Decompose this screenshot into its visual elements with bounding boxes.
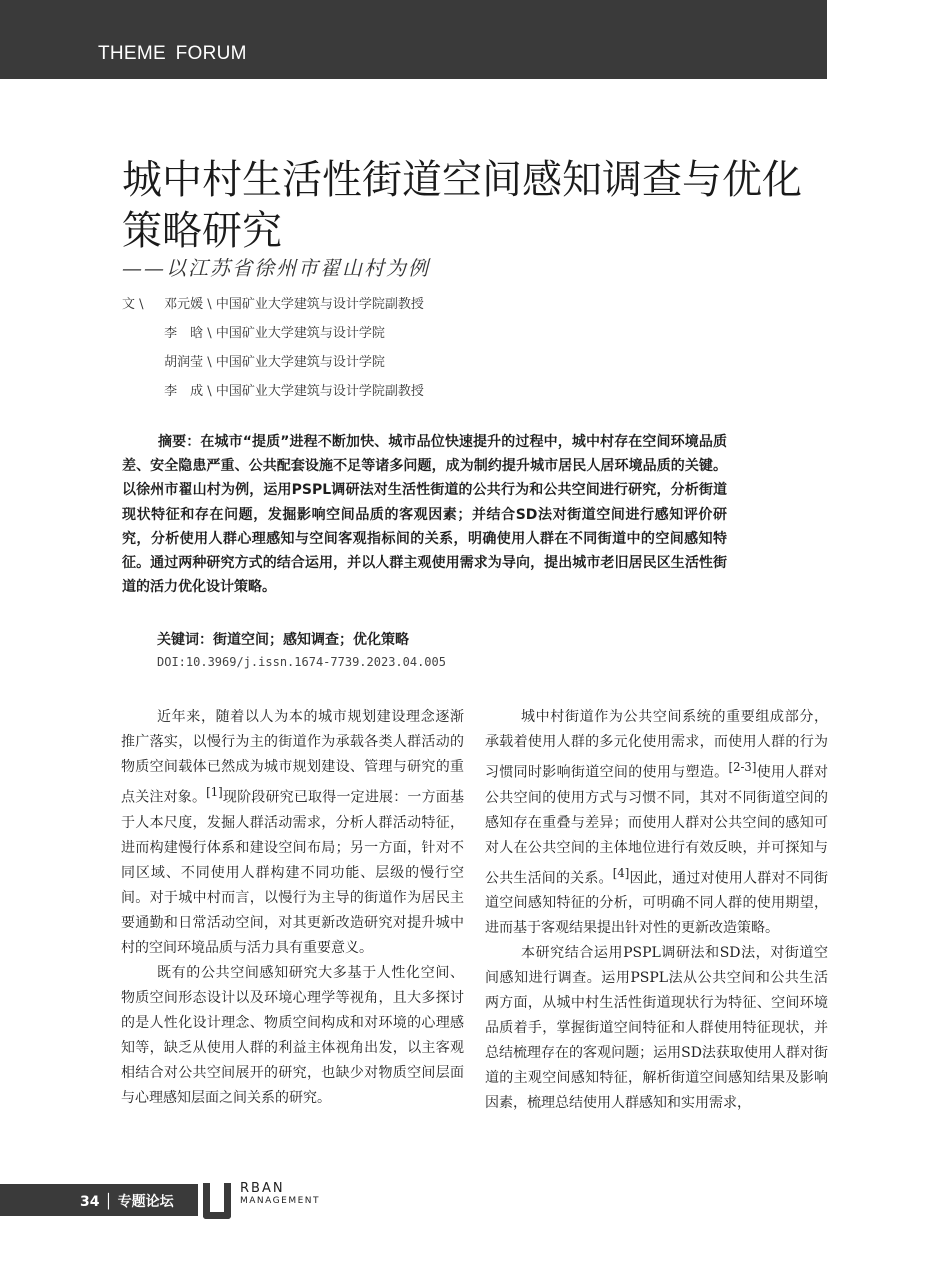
author-affiliation: 中国矿业大学建筑与设计学院副教授 [215, 384, 424, 399]
author-row: 胡润莹 \ 中国矿业大学建筑与设计学院 [164, 355, 385, 370]
page-number: 34 [80, 1194, 100, 1210]
body-column-right [485, 705, 828, 1116]
citation-ref[interactable]: [4] [612, 865, 630, 880]
author-name: 胡润莹 [164, 355, 204, 370]
body-column-left [121, 705, 464, 1111]
abstract: 摘要：在城市“提质”进程不断加快、城市品位快速提升的过程中，城中村存在空间环境品质差、安全隐患严重、公共配套设施不足等诸多问题，成为制约提升城市居民人居环境品质的关键。以徐州市翟山村为例，运用PSPL调研法对生活性街道的公共行为和公共空间进行研究，分析街道现状特征和存在问题，发掘影响空间品质的客观因素；并结合SD法对街道空间进行感知评价研究，分析使用人群心理感知与空间客观指标间的关系，明确使用人群在不同街道中的空间感知特征。通过两种研究方式的结合运用，并以人群主观使用需求为导向，提出城市老旧居民区生活性街道的活力优化设计策略。 [122, 434, 727, 596]
author-row: 李 晗 \ 中国矿业大学建筑与设计学院 [164, 326, 385, 341]
keywords: 关键词：街道空间；感知调查；优化策略 [157, 632, 409, 648]
footer-section: 专题论坛 [117, 1194, 174, 1210]
author-row: 文 \ 邓元媛 \ 中国矿业大学建筑与设计学院副教授 [122, 297, 424, 312]
footer-divider: │ [104, 1194, 118, 1210]
author-name: 李 成 [164, 384, 204, 399]
body-paragraph: 城中村街道作为公共空间系统的重要组成部分，承载着使用人群的多元化使用需求，而使用人群的行为习惯同时影响街道空间的使用与塑造。[2-3]使用人群对公共空间的使用方式与习惯不同，其对不同街道空间的感知存在重叠与差异；而使用人群对公共空间的感知可对人在公共空间的主体地位进行有效反映，并可探知与公共生活间的关系。[4]因此，通过对使用人群对不同街道空间感知特征的分析，可明确不同人群的使用期望，进而基于客观结果提出针对性的更新改造策略。 [485, 709, 829, 937]
header-bar [0, 0, 827, 79]
urban-logo-u-icon [203, 1183, 231, 1219]
section-label: THEME FORUM [98, 43, 247, 64]
body-paragraph: 近年来，随着以人为本的城市规划建设理念逐渐推广落实，以慢行为主的街道作为承载各类人群活动的物质空间载体已然成为城市规划建设、管理与研究的重点关注对象。[1]现阶段研究已取得一定进展：一方面基于人本尺度，发掘人群活动需求，分析人群活动特征，进而构建慢行体系和建设空间布局；另一方面，针对不同区域、不同使用人群构建不同功能、层级的慢行空间。对于城中村而言，以慢行为主导的街道作为居民主要通勤和日常活动空间，对其更新改造研究对提升城中村的空间环境品质与活力具有重要意义。 [121, 709, 465, 956]
article-title: 城中村生活性街道空间感知调查与优化策略研究 [122, 157, 802, 254]
citation-ref[interactable]: [1] [206, 785, 223, 799]
author-affiliation: 中国矿业大学建筑与设计学院 [215, 326, 385, 341]
author-row: 李 成 \ 中国矿业大学建筑与设计学院副教授 [164, 384, 424, 399]
body-paragraph: 本研究结合运用PSPL调研法和SD法，对街道空间感知进行调查。运用PSPL法从公共空间和公共生活两方面，从城中村生活性街道现状行为特征、空间环境品质着手，掌握街道空间特征和人群使用特征现状，并总结梳理存在的客观问题；运用SD法获取使用人群对街道的主观空间感知特征，解析街道空间感知结果及影响因素，梳理总结使用人群感知和实用需求， [485, 945, 828, 1112]
author-name: 邓元媛 [164, 297, 204, 312]
author-affiliation: 中国矿业大学建筑与设计学院 [215, 355, 385, 370]
logo-line2: MANAGEMENT [240, 1196, 320, 1206]
article-subtitle: ——以江苏省徐州市翟山村为例 [122, 256, 430, 280]
citation-ref[interactable]: [2-3] [728, 760, 757, 774]
author-list [122, 295, 682, 411]
doi-link[interactable]: DOI:10.3969/j.issn.1674-7739.2023.04.005 [157, 655, 446, 669]
author-affiliation: 中国矿业大学建筑与设计学院副教授 [215, 297, 424, 312]
author-prefix: 文 [122, 297, 136, 312]
body-paragraph: 既有的公共空间感知研究大多基于人性化空间、物质空间形态设计以及环境心理学等视角，且大多探讨的是人性化设计理念、物质空间构成和对环境的心理感知等，缺乏从使用人群的利益主体视角出发，以主客观相结合对公共空间展开的研究，也缺少对物质空间层面与心理感知层面之间关系的研究。 [121, 964, 464, 1106]
page-footer [80, 1191, 174, 1211]
author-name: 李 晗 [164, 326, 204, 341]
logo-line1: RBAN [240, 1181, 285, 1196]
